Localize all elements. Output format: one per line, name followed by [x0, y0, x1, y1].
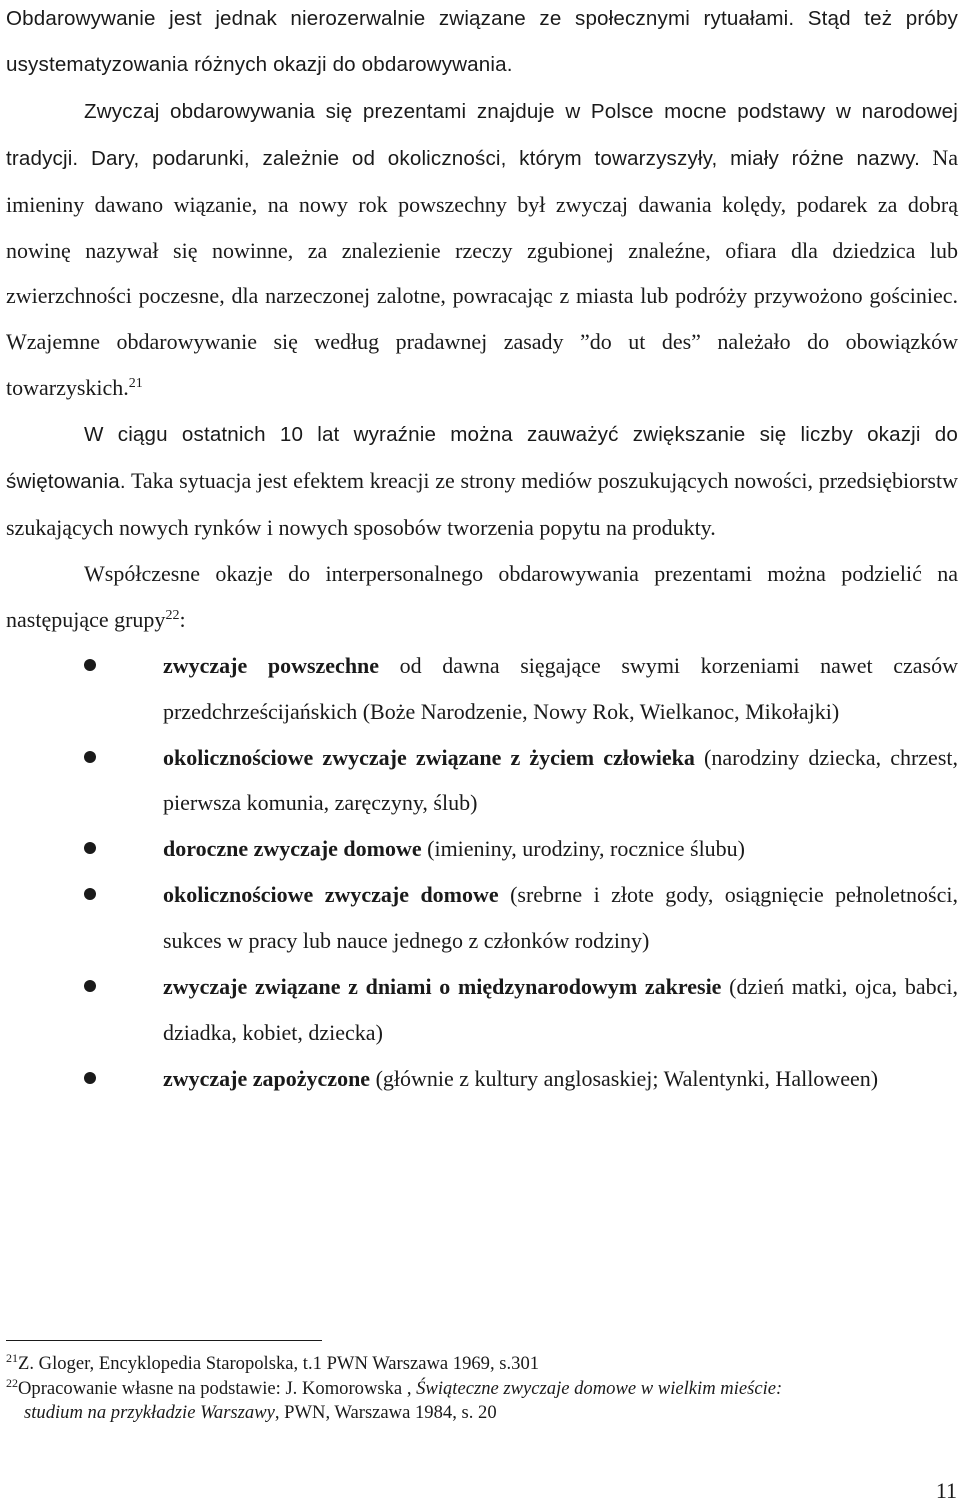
occasion-description: (głównie z kultury anglosaskiej; Walentynki, Halloween) [370, 1065, 879, 1091]
footnote-22 [6, 1377, 958, 1402]
bullet-icon [84, 888, 96, 900]
occasion-description: (srebrne i złote gody, osiągnięcie pełnoletności, sukces w pracy lub nauce jednego z członków rodziny) [163, 882, 958, 954]
list-item-occasion [6, 964, 958, 1056]
footnote-ref-22: 22 [165, 607, 180, 623]
footnote-publisher: , PWN, Warszawa 1984, s. 20 [274, 1402, 497, 1423]
list-item-occasion [6, 826, 958, 872]
paragraph-4-text: Współczesne okazje do interpersonalnego obdarowywania prezentami można podzielić na następujące grupy [6, 560, 958, 632]
occasion-description: (imieniny, urodziny, rocznice ślubu) [421, 836, 746, 862]
paragraph-polish-tradition [6, 88, 958, 411]
occasion-name: okolicznościowe zwyczaje domowe [163, 882, 499, 908]
footnote-22-continued [6, 1401, 958, 1426]
bullet-icon [84, 751, 96, 763]
footnote-number: 22 [6, 1375, 18, 1390]
occasion-name: doroczne zwyczaje domowe [163, 836, 422, 862]
footnote-book-title: Świąteczne zwyczaje domowe w wielkim mieście: [416, 1377, 783, 1399]
occasion-name: zwyczaje powszechne [163, 652, 380, 678]
paragraph-gifting-rituals [6, 0, 958, 88]
footnote-21 [6, 1352, 958, 1377]
bullet-icon [84, 1072, 96, 1084]
paragraph-4-colon: : [179, 606, 186, 632]
bullet-icon [84, 659, 96, 671]
paragraph-2-names-text: Na imieniny dawano wiązanie, na nowy rok powszechny był zwyczaj dawania kolędy, podarek za dobrą nowinę nazywał się nowinne, za znalezienie rzeczy zgubionej znaleźne, ofiara dla dziedzica lub zwierzchności poczesne, dla narzeczonej zalotne, powracając z miasta lub podróży przywożono gościniec. [6, 144, 958, 309]
paragraph-occasions-growth [6, 411, 958, 551]
list-item-occasion [6, 1056, 958, 1102]
main-text [6, 0, 958, 1102]
paragraph-1-text: Obdarowywanie jest jednak nierozerwalnie związane ze społecznymi rytuałami. Stąd też próby usystematyzowania różnych okazji do obdarowywania. [6, 7, 958, 76]
occasion-name: zwyczaje zapożyczone [163, 1065, 371, 1091]
occasion-description: (narodziny dziecka, chrzest, pierwsza komunia, zaręczyny, ślub) [163, 744, 958, 816]
footnote-ref-21: 21 [128, 376, 143, 392]
paragraph-2-do-ut-des-text: Wzajemne obdarowywanie się według pradawnej zasady ”do ut des” należało do obowiązków towarzyskich. [6, 329, 958, 401]
paragraph-2-sans-text: Zwyczaj obdarowywania się prezentami znajduje w Polsce mocne podstawy w narodowej tradycji. Dary, podarunki, zależnie od okoliczności, którym towarzyszyły, miały różne nazwy. [6, 99, 958, 170]
bullet-icon [84, 842, 96, 854]
footnote-text: Z. Gloger, Encyklopedia Staropolska, t.1 PWN Warszawa 1969, s.301 [18, 1353, 540, 1374]
list-item-occasion [6, 735, 958, 827]
footnote-text: Opracowanie własne na podstawie: J. Komorowska , [18, 1377, 417, 1399]
occasion-description: od dawna sięgające swymi korzeniami nawet czasów przedchrześcijańskich (Boże Narodzenie, Nowy Rok, Wielkanoc, Mikołajki) [163, 652, 958, 724]
paragraph-3-serif-text: Taka sytuacja jest efektem kreacji ze strony mediów poszukujących nowości, przedsiębiorstw szukających nowych rynków i nowych sposobów tworzenia popytu na produkty. [6, 468, 958, 540]
footnote-book-title-continued: studium na przykładzie Warszawy [24, 1402, 275, 1423]
list-item-occasion [6, 872, 958, 964]
paragraph-groups-intro [6, 551, 958, 643]
occasion-groups-list [6, 643, 958, 1102]
occasion-description: (dzień matki, ojca, babci, dziadka, kobiet, dziecka) [163, 974, 958, 1045]
footnote-number: 21 [6, 1351, 18, 1365]
occasion-name: zwyczaje związane z dniami o międzynarodowym zakresie [163, 974, 722, 1000]
bullet-icon [84, 980, 96, 992]
footnotes [6, 1352, 958, 1426]
page-number: 11 [935, 1478, 957, 1503]
list-item-occasion [6, 643, 958, 735]
footnote-divider [6, 1340, 322, 1341]
paragraph-3-sans-text: W ciągu ostatnich 10 lat wyraźnie można zauważyć zwiększanie się liczby okazji do świętowania. [6, 423, 958, 494]
occasion-name: okolicznościowe zwyczaje związane z życiem człowieka [163, 744, 695, 770]
